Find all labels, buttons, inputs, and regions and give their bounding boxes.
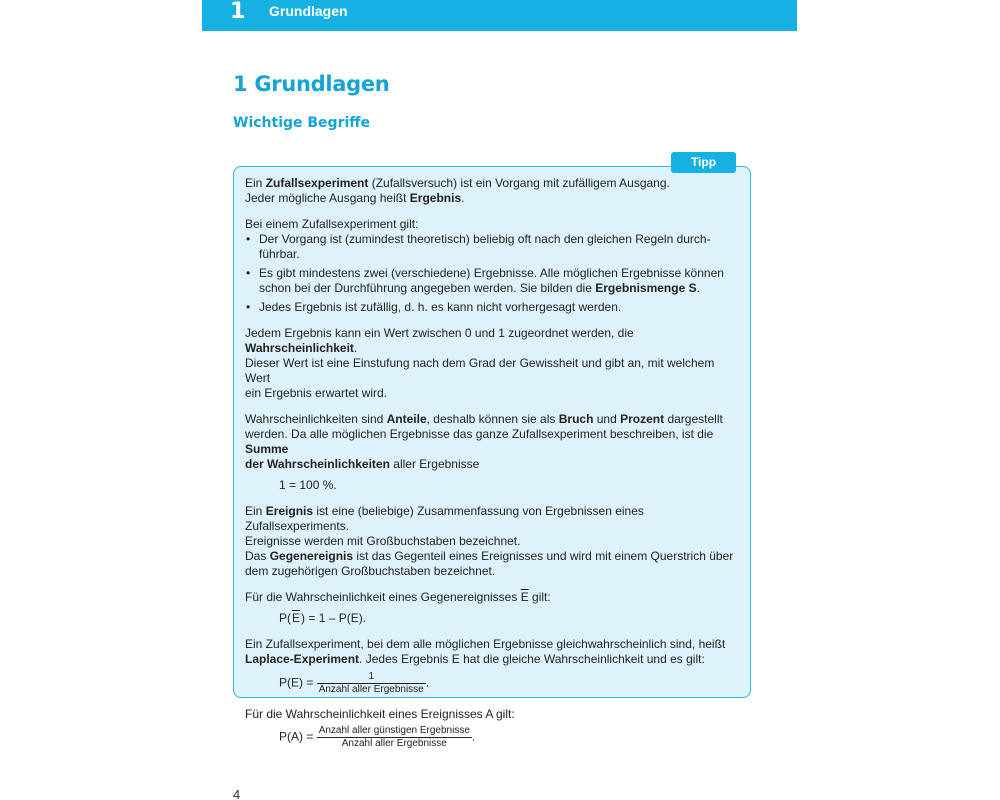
text: Ein bbox=[245, 176, 266, 190]
chapter-number: 1 bbox=[230, 0, 246, 24]
fraction bbox=[317, 725, 472, 750]
page-number: 4 bbox=[233, 787, 241, 800]
bullet-dot-icon: • bbox=[246, 232, 251, 246]
text: . bbox=[461, 191, 465, 205]
text: P(A) = bbox=[279, 729, 317, 744]
fraction-denominator: Anzahl aller Ergebnisse bbox=[317, 737, 472, 750]
paragraph-gilt: Bei einem Zufallsexperiment gilt: bbox=[245, 217, 419, 231]
text: dem zugehörigen Großbuchstaben bezeichnet. bbox=[245, 564, 496, 578]
text: Ein Zufallsexperiment, bei dem alle möglichen Ergebnisse gleichwahrscheinlich sind, heißt bbox=[245, 637, 726, 651]
text: ist das Gegenteil eines Ereignisses und wird mit einem Querstrich über bbox=[353, 549, 734, 563]
term-ergebnismenge: Ergebnismenge S bbox=[595, 281, 697, 295]
text: . bbox=[353, 341, 358, 355]
term-wahrscheinlichkeiten: der Wahrscheinlichkeiten bbox=[245, 457, 390, 471]
symbol-e-bar: $\overline{E}$ bbox=[292, 611, 301, 625]
formula-gegenereignis bbox=[245, 611, 735, 626]
text: Wahrscheinlichkeiten sind bbox=[245, 412, 387, 426]
term-zufallsexperiment: Zufallsexperiment bbox=[265, 176, 369, 190]
text: ein Ergebnis erwartet wird. bbox=[245, 386, 388, 400]
text: Das bbox=[245, 549, 270, 563]
text: . bbox=[471, 729, 476, 744]
term-prozent: Prozent bbox=[620, 412, 665, 426]
text: Ein bbox=[245, 504, 266, 518]
text: P(E) = bbox=[279, 675, 317, 690]
bullet-dot-icon: • bbox=[246, 266, 251, 280]
formula-sum: 1 = 100 %. bbox=[279, 478, 337, 492]
fraction bbox=[317, 671, 426, 696]
text: gilt: bbox=[528, 590, 551, 604]
bullet-dot-icon: • bbox=[246, 300, 251, 314]
paragraph-laplace bbox=[245, 637, 735, 667]
symbol-e-bar: $\overline{E}$ bbox=[520, 590, 529, 604]
text: . bbox=[425, 675, 430, 690]
text: Dieser Wert ist eine Einstufung nach dem Grad der Gewissheit und gibt an, mit welchem Wert bbox=[245, 356, 715, 385]
text: . Jedes Ergebnis E hat die gleiche Wahrscheinlichkeit und es gilt: bbox=[359, 652, 705, 666]
text: P( bbox=[279, 611, 291, 625]
text: Ereignisse werden mit Großbuchstaben bezeichnet. bbox=[245, 534, 521, 548]
formula-laplace bbox=[245, 671, 735, 696]
chapter-header-bar bbox=[202, 0, 797, 31]
term-wahrscheinlichkeit: Wahrscheinlichkeit bbox=[245, 341, 354, 355]
text: Es gibt mindestens zwei (verschiedene) Ergebnisse. Alle möglichen Ergebnisse können bbox=[259, 266, 724, 280]
text: werden. Da alle möglichen Ergebnisse das ganze Zufallsexperiment beschreiben, ist die bbox=[245, 427, 714, 441]
text: Jeder mögliche Ausgang heißt bbox=[245, 191, 410, 205]
text: ) = 1 – P(E). bbox=[301, 611, 367, 625]
tipp-label: Tipp bbox=[671, 152, 736, 173]
text: aller Ergebnisse bbox=[389, 457, 480, 471]
paragraph-wahrscheinlichkeit bbox=[245, 326, 735, 401]
chapter-name: Grundlagen bbox=[269, 3, 348, 19]
term-summe: Summe bbox=[245, 442, 289, 456]
bullet-item bbox=[245, 266, 735, 296]
paragraph-zufallsexperiment bbox=[245, 176, 735, 206]
fraction-numerator: Anzahl aller günstigen Ergebnisse bbox=[318, 725, 470, 736]
term-ereignis: Ereignis bbox=[265, 504, 314, 518]
paragraph-ereignis bbox=[245, 504, 735, 579]
text: (Zufallsversuch) ist ein Vorgang mit zufälligem Ausgang. bbox=[368, 176, 670, 190]
text: Der Vorgang ist (zumindest theoretisch) beliebig oft nach den gleichen Regeln durch- bbox=[259, 232, 711, 246]
tipp-content bbox=[245, 176, 735, 750]
page-title: 1 Grundlagen bbox=[233, 72, 390, 96]
text: dargestellt bbox=[664, 412, 723, 426]
term-laplace: Laplace-Experiment bbox=[245, 652, 360, 666]
text: Jedem Ergebnis kann ein Wert zwischen 0 und 1 zugeordnet werden, die bbox=[245, 326, 634, 340]
text: und bbox=[593, 412, 621, 426]
section-title: Wichtige Begriffe bbox=[233, 115, 371, 131]
text: führbar. bbox=[259, 247, 300, 261]
term-gegenereignis: Gegenereignis bbox=[269, 549, 354, 563]
text: schon bei der Durchführung angegeben werden. Sie bilden die bbox=[259, 281, 596, 295]
formula-ereignis-a bbox=[245, 725, 735, 750]
text: Für die Wahrscheinlichkeit eines Gegenereignisses bbox=[245, 590, 521, 604]
term-ergebnis: Ergebnis bbox=[409, 191, 462, 205]
text: . bbox=[696, 281, 700, 295]
text: ist eine (beliebige) Zusammenfassung von Ergebnissen eines Zufallsexperiments. bbox=[245, 504, 644, 533]
bullet-item bbox=[245, 300, 735, 315]
bullet-item bbox=[245, 232, 735, 262]
paragraph-anteile bbox=[245, 412, 735, 472]
term-bruch: Bruch bbox=[558, 412, 594, 426]
term-anteile: Anteile bbox=[386, 412, 427, 426]
paragraph-ereignis-a: Für die Wahrscheinlichkeit eines Ereignisses A gilt: bbox=[245, 707, 515, 721]
paragraph-gegenereignis-wahrscheinlichkeit bbox=[245, 590, 735, 605]
fraction-numerator: 1 bbox=[368, 671, 374, 682]
fraction-denominator: Anzahl aller Ergebnisse bbox=[318, 684, 424, 695]
text: Jedes Ergebnis ist zufällig, d. h. es kann nicht vorhergesagt werden. bbox=[259, 300, 622, 314]
text: , deshalb können sie als bbox=[426, 412, 559, 426]
